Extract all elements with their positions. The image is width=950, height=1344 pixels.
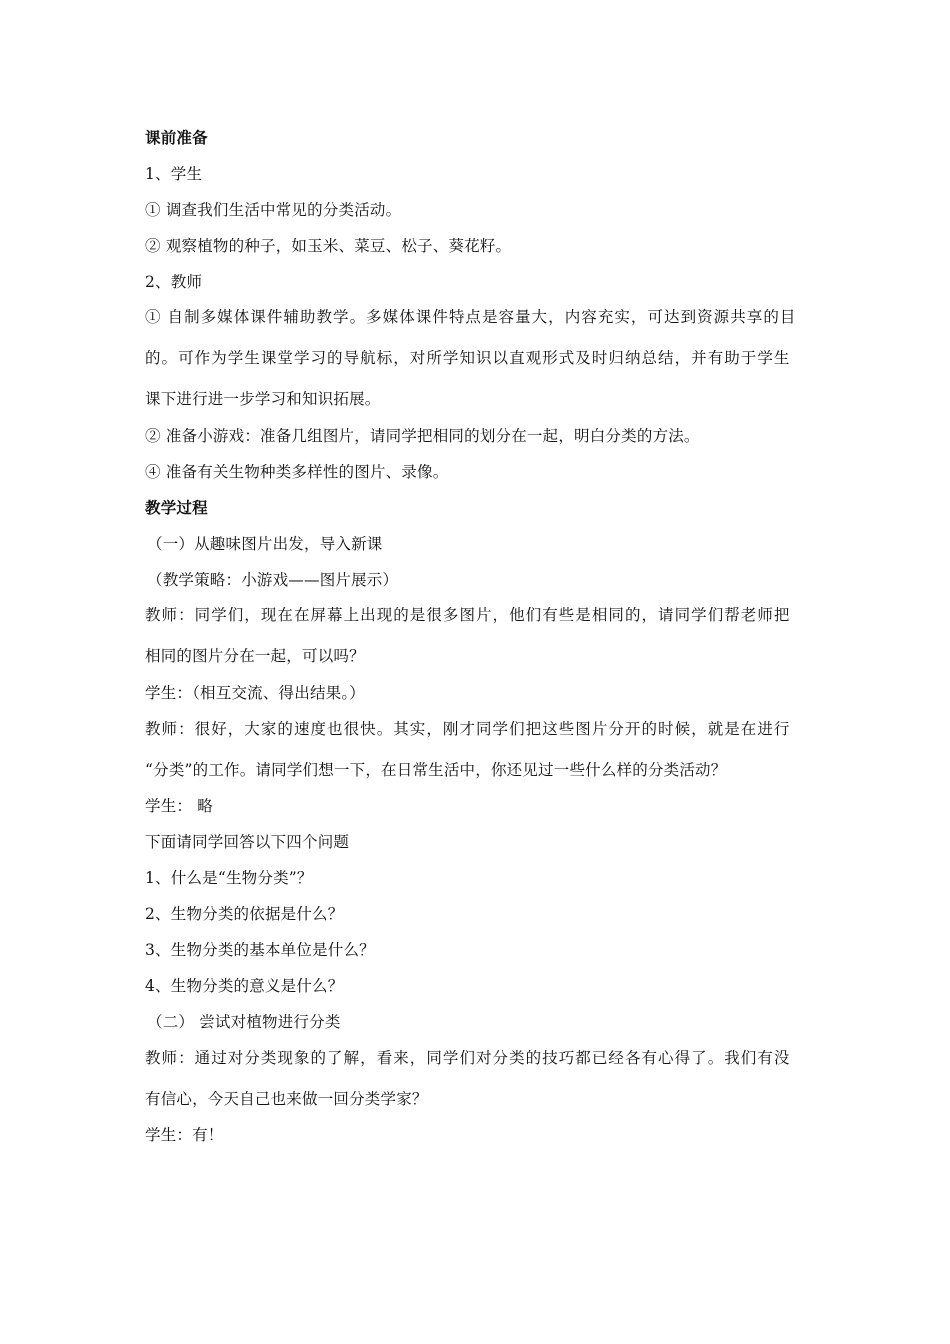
teacher-dialogue-1-line-2: 相同的图片分在一起，可以吗？ bbox=[145, 647, 365, 665]
student-item-1: ① 调查我们生活中常见的分类活动。 bbox=[145, 201, 402, 219]
section-1-title: （一）从趣味图片出发，导入新课 bbox=[147, 535, 383, 553]
teacher-dialogue-1-line-1: 教师：同学们，现在在屏幕上出现的是很多图片，他们有些是相同的，请同学们帮老师把 bbox=[145, 606, 791, 624]
teaching-strategy: （教学策略：小游戏——图片展示） bbox=[147, 571, 399, 589]
question-1: 1、什么是“生物分类”？ bbox=[145, 869, 313, 887]
question-4: 4、生物分类的意义是什么？ bbox=[145, 977, 344, 995]
question-2: 2、生物分类的依据是什么？ bbox=[145, 905, 344, 923]
teacher-dialogue-3-line-2: 有信心，今天自己也来做一回分类学家？ bbox=[145, 1090, 428, 1108]
student-dialogue-2: 学生： 略 bbox=[145, 797, 213, 815]
teacher-label: 2、教师 bbox=[145, 273, 203, 291]
prep-heading: 课前准备 bbox=[145, 129, 208, 147]
teacher-item-1-line-1: ① 自制多媒体课件辅助教学。多媒体课件特点是容量大，内容充实，可达到资源共享的目 bbox=[145, 308, 797, 326]
section-2-title: （二） 尝试对植物进行分类 bbox=[147, 1013, 341, 1031]
teacher-item-1-line-2: 的。可作为学生课堂学习的导航标，对所学知识以直观形式及时归纳总结，并有助于学生 bbox=[145, 349, 791, 367]
student-label: 1、学生 bbox=[145, 165, 203, 183]
question-3: 3、生物分类的基本单位是什么？ bbox=[145, 941, 375, 959]
questions-intro: 下面请同学回答以下四个问题 bbox=[145, 833, 350, 851]
teacher-item-2: ② 准备小游戏：准备几组图片，请同学把相同的划分在一起，明白分类的方法。 bbox=[145, 427, 700, 445]
student-dialogue-3: 学生：有！ bbox=[145, 1126, 224, 1144]
teacher-dialogue-2-line-1: 教师：很好，大家的速度也很快。其实，刚才同学们把这些图片分开的时候，就是在进行 bbox=[145, 720, 791, 738]
teacher-dialogue-2-line-2: “分类”的工作。请同学们想一下，在日常生活中，你还见过一些什么样的分类活动？ bbox=[145, 761, 727, 779]
teacher-item-1-line-3: 课下进行进一步学习和知识拓展。 bbox=[145, 390, 381, 408]
student-dialogue-1: 学生：（相互交流、得出结果。） bbox=[145, 684, 366, 702]
student-item-2: ② 观察植物的种子，如玉米、菜豆、松子、葵花籽。 bbox=[145, 237, 512, 255]
teacher-dialogue-3-line-1: 教师：通过对分类现象的了解，看来，同学们对分类的技巧都已经各有心得了。我们有没 bbox=[145, 1049, 791, 1067]
teacher-item-3: ④ 准备有关生物种类多样性的图片、录像。 bbox=[145, 463, 449, 481]
process-heading: 教学过程 bbox=[145, 499, 208, 517]
